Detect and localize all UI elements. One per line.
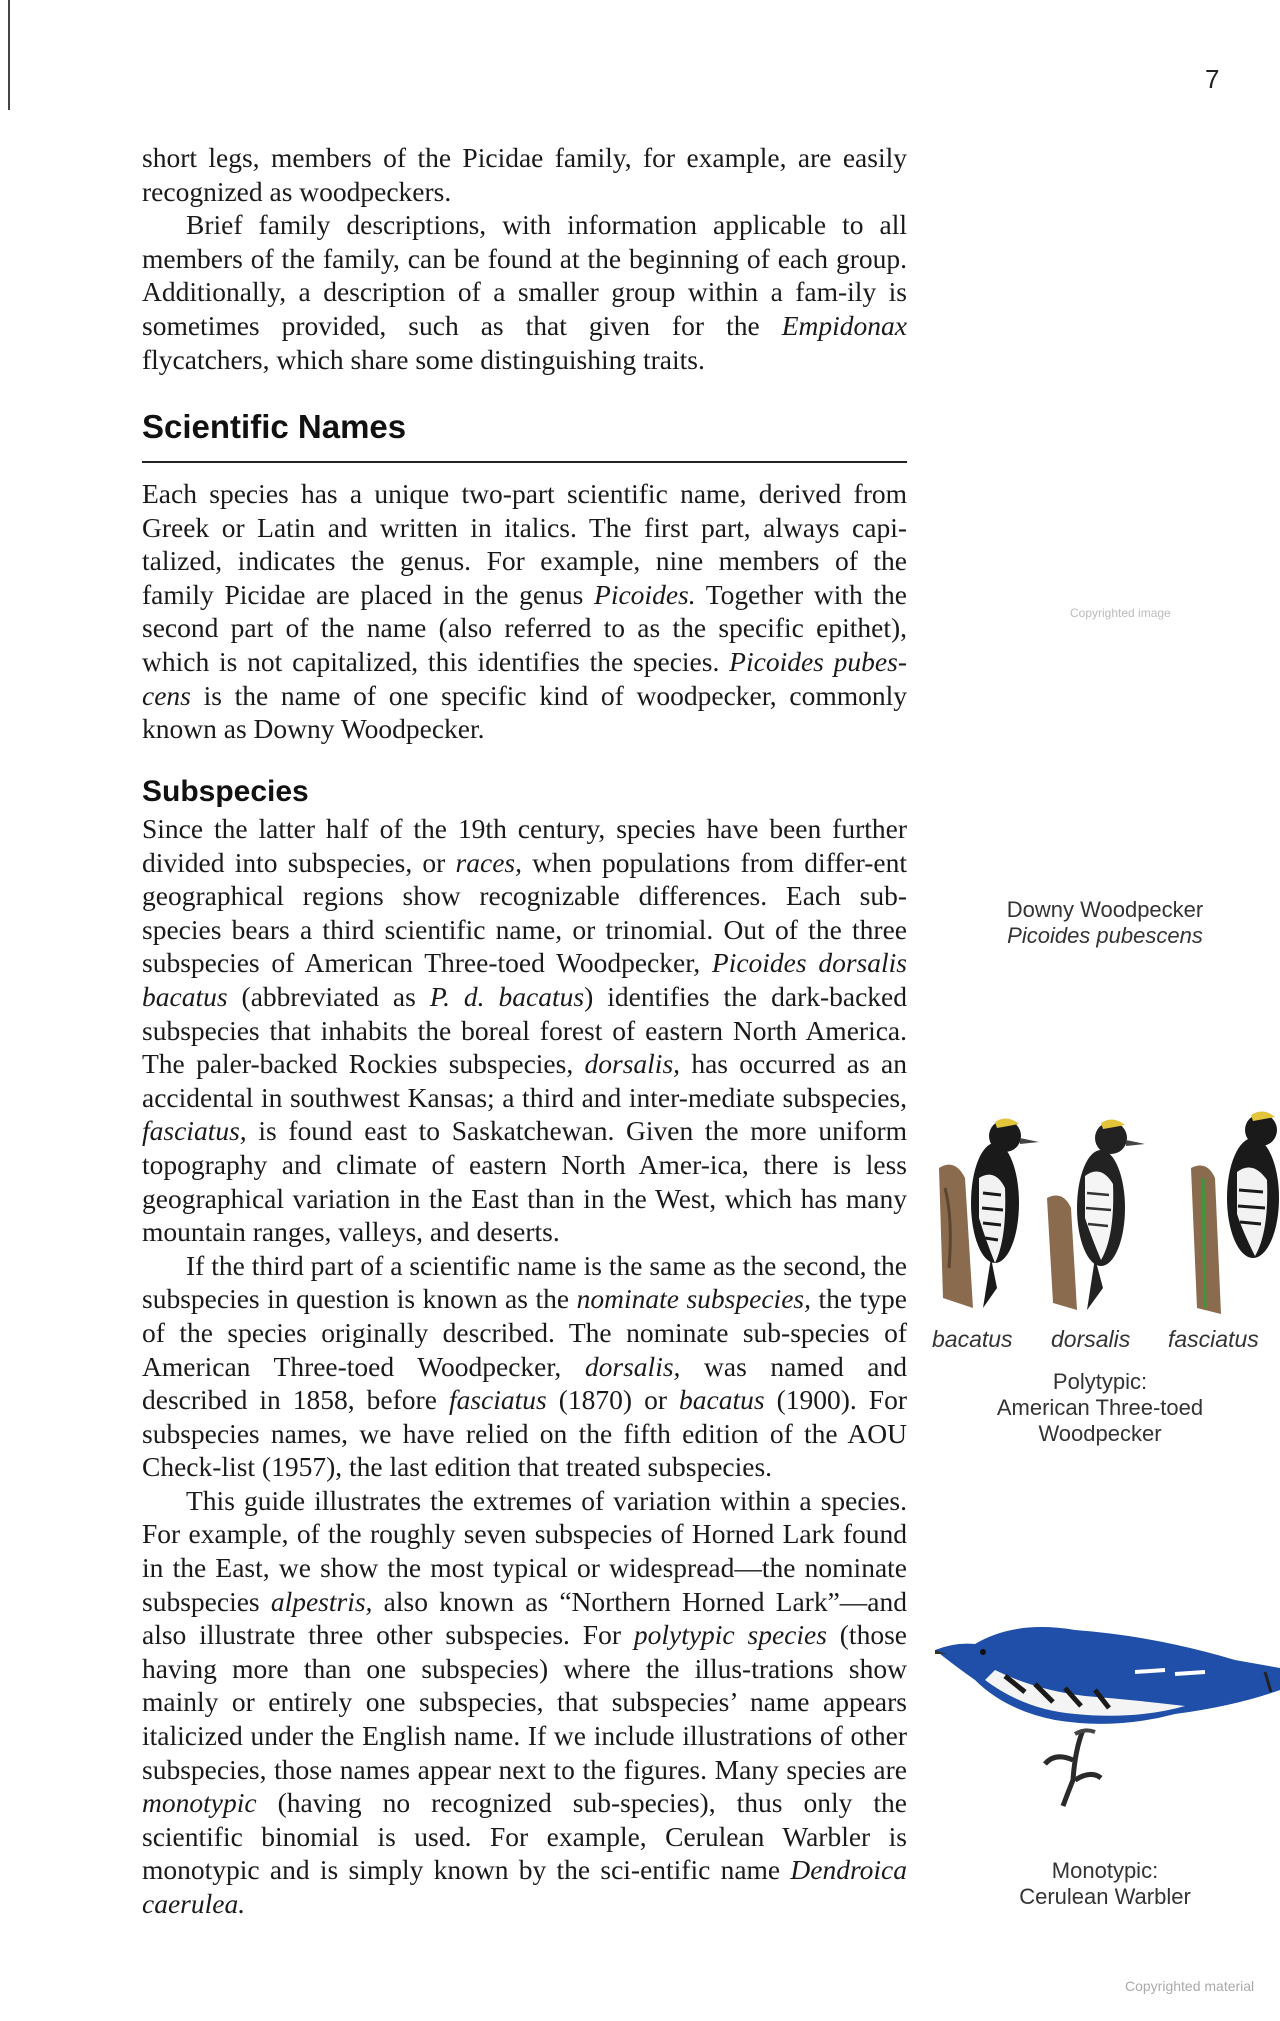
- subspecies-paragraph-1: [142, 812, 907, 1249]
- intro-text: [142, 141, 907, 376]
- subspecies-paragraph-3: [142, 1484, 907, 1921]
- woodpecker-bacatus-figure: [939, 1118, 1039, 1308]
- text-run: Since the latter half of the 19th century, species have been further divided into subspecies, or: [142, 813, 907, 878]
- italic-term: alpestris,: [270, 1585, 373, 1617]
- italic-term: bacatus: [679, 1384, 765, 1416]
- intro-paragraph-1: short legs, members of the Picidae family, for example, are easily recognized as woodpeckers.: [142, 142, 907, 207]
- text-run: when populations from differ-ent geographical regions show recognizable differences. Each sub-species bears a third scientific name, or trinomial. Out of the three subspecies of American Three-toed Woodpecker,: [142, 846, 907, 979]
- scientific-names-paragraph: [142, 477, 907, 746]
- subspecies-paragraph-2: [142, 1249, 907, 1484]
- label-fasciatus: fasciatus: [1168, 1326, 1259, 1352]
- label-dorsalis: dorsalis: [1051, 1326, 1131, 1352]
- three-toed-woodpeckers-illustration: [935, 1098, 1280, 1316]
- text-run: Together with the second part of the name (also referred to as the specific epithet), which is not capitalized, this identifies the species.: [142, 578, 908, 677]
- downy-scientific-name: Picoides pubescens: [1007, 923, 1203, 948]
- subspecies-text: [142, 812, 907, 1921]
- downy-woodpecker-caption: [980, 897, 1230, 949]
- text-run: has occurred as an accidental in southwest Kansas; a third and inter-mediate subspecies,: [142, 1048, 907, 1113]
- italic-term: polytypic species: [633, 1619, 827, 1651]
- text-run: This guide illustrates the extremes of variation within a species. For example, of the roughly seven subspecies of Horned Lark found in the East, we show the most typical or widespread—the nominate subspecies: [142, 1484, 907, 1617]
- downy-common-name: Downy Woodpecker: [1006, 897, 1204, 922]
- italic-term: races,: [455, 846, 522, 878]
- italic-term: fasciatus: [448, 1384, 547, 1416]
- italic-term: nominate subspecies,: [576, 1283, 811, 1315]
- monotypic-caption: [980, 1858, 1230, 1910]
- page-number: 7: [1205, 64, 1220, 94]
- text-run: (those having more than one subspecies) where the illus-trations show mainly or entirely one subspecies, that subspecies’ name appears italicized under the English name. If we include illustrations of other subspecies, those names appear next to the figures. Many species are: [142, 1619, 907, 1785]
- italic-term: Picoides dorsalis bacatus: [142, 947, 907, 1012]
- text-run: (1900). For subspecies names, we have relied on the fifth edition of the AOU Check-list (1957), the last edition that treated subspecies.: [142, 1384, 907, 1483]
- italic-term: dorsalis,: [584, 1350, 681, 1382]
- text-run: is found east to Saskatchewan. Given the more uniform topography and climate of eastern North Amer-ica, there is less geographical variation in the East than in the West, which has many mountain ranges, valleys, and deserts.: [142, 1115, 907, 1248]
- intro-paragraph-2: [142, 208, 907, 376]
- text-run: flycatchers, which share some distinguishing traits.: [142, 343, 705, 375]
- monotypic-label: Monotypic:: [1051, 1858, 1159, 1883]
- text-run: is the name of one specific kind of woodpecker, commonly known as Downy Woodpecker.: [142, 679, 907, 745]
- italic-term: Picoides.: [594, 578, 696, 610]
- italic-term: P. d. bacatus: [429, 980, 585, 1012]
- footer-copyright: Copyrighted material: [1125, 1978, 1255, 1994]
- page-gutter-line: [8, 0, 10, 110]
- text-run: (having no recognized sub-species), thus only the scientific binomial is used. For example, Cerulean Warbler is monotypic and is simply known by the sci-entific name: [142, 1787, 907, 1886]
- text-run: Brief family descriptions, with information applicable to all members of the family, can be found at the beginning of each group. Additionally, a description of a smaller group within a fam-ily is sometimes provided, such as that given for the: [142, 209, 907, 341]
- italic-term: Picoides pubes-cens: [142, 645, 907, 711]
- section-heading-scientific-names: Scientific Names: [142, 405, 907, 463]
- scientific-names-text: [142, 477, 907, 746]
- polytypic-species-line-1: American Three-toed: [996, 1395, 1204, 1420]
- label-bacatus: bacatus: [932, 1326, 1013, 1352]
- italic-term: monotypic: [142, 1787, 257, 1819]
- text-run: the type of the species originally described. The nominate sub-species of American Three-toed Woodpecker,: [142, 1283, 907, 1382]
- text-run: ) identifies the dark-backed subspecies that inhabits the boreal forest of eastern North America. The paler-backed Rockies subspecies,: [142, 980, 907, 1080]
- polytypic-label: Polytypic:: [1052, 1369, 1148, 1394]
- text-run: (1870) or: [546, 1384, 679, 1416]
- woodpecker-dorsalis-figure: [1047, 1119, 1145, 1310]
- italic-term: Empidonax: [781, 309, 907, 341]
- text-run: was named and described in 1858, before: [142, 1350, 907, 1416]
- copyright-image-notice: Copyrighted image: [1070, 606, 1171, 620]
- cerulean-warbler-illustration: [935, 1610, 1280, 1810]
- text-run: (abbreviated as: [227, 980, 430, 1012]
- text-run: also known as “Northern Horned Lark”—and also illustrate three other subspecies. For: [142, 1585, 907, 1651]
- woodpecker-fasciatus-figure: [1191, 1111, 1279, 1314]
- italic-term: Dendroica caerulea.: [142, 1854, 907, 1919]
- text-run: If the third part of a scientific name is the same as the second, the subspecies in question is known as the: [142, 1249, 907, 1315]
- italic-term: dorsalis,: [584, 1048, 681, 1080]
- polytypic-caption: [960, 1369, 1240, 1447]
- monotypic-species-name: Cerulean Warbler: [1019, 1884, 1191, 1909]
- subsection-heading-subspecies: Subspecies: [142, 775, 309, 808]
- text-run: Each species has a unique two-part scientific name, derived from Greek or Latin and written in italics. The first part, always capi-talized, indicates the genus. For example, nine members of the family Picidae are placed in the genus: [142, 478, 907, 610]
- polytypic-species-line-2: Woodpecker: [1038, 1421, 1162, 1446]
- italic-term: fasciatus,: [142, 1115, 247, 1147]
